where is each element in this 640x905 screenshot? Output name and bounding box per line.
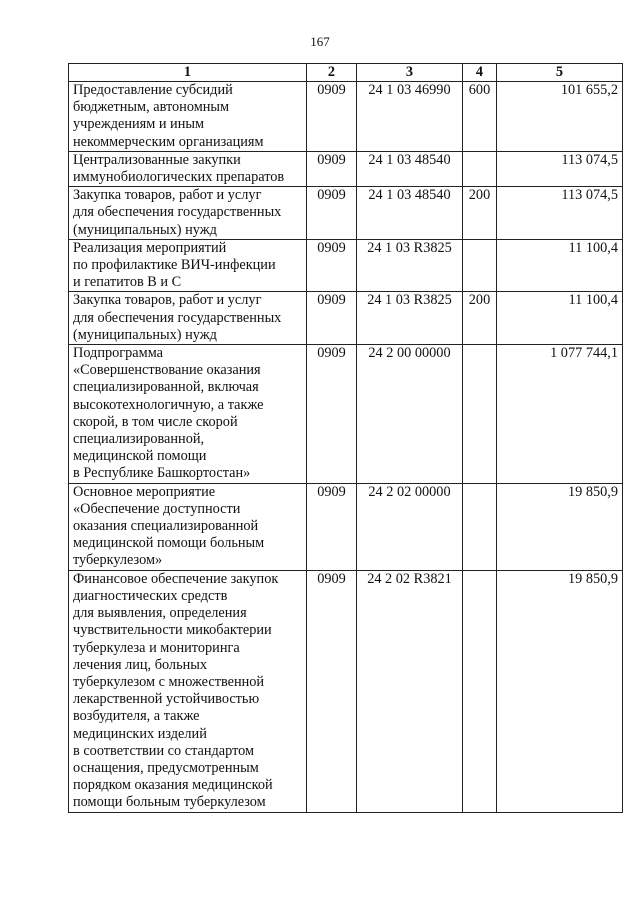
header-col-4: 4 <box>463 64 497 82</box>
row-type <box>463 151 497 186</box>
table-row <box>69 151 623 186</box>
row-sum: 11 100,4 <box>497 292 623 345</box>
table-row <box>69 239 623 292</box>
header-col-5: 5 <box>497 64 623 82</box>
row-sum: 19 850,9 <box>497 483 623 570</box>
row-section: 0909 <box>307 82 357 152</box>
row-type <box>463 570 497 812</box>
row-name: Финансовое обеспечение закупок диагностических средств для выявления, определения чувствительности микобактерии туберкулеза и мониторинга лечения лиц, больных туберкулезом с множественной лекарственной устойчивостью возбудителя, а также медицинских изделий в соответствии со стандартом оснащения, предусмотренным порядком оказания медицинской помощи больным туберкулезом <box>69 570 307 812</box>
row-type: 200 <box>463 187 497 240</box>
row-code: 24 1 03 48540 <box>357 187 463 240</box>
row-section: 0909 <box>307 345 357 484</box>
row-sum: 1 077 744,1 <box>497 345 623 484</box>
row-code: 24 1 03 48540 <box>357 151 463 186</box>
row-name: Основное мероприятие «Обеспечение доступности оказания специализированной медицинской помощи больным туберкулезом» <box>69 483 307 570</box>
row-sum: 101 655,2 <box>497 82 623 152</box>
header-col-3: 3 <box>357 64 463 82</box>
header-col-1: 1 <box>69 64 307 82</box>
row-section: 0909 <box>307 483 357 570</box>
table-row <box>69 345 623 484</box>
row-section: 0909 <box>307 570 357 812</box>
row-type <box>463 345 497 484</box>
table-body <box>69 82 623 813</box>
row-code: 24 1 03 R3825 <box>357 292 463 345</box>
row-name: Реализация мероприятий по профилактике ВИЧ-инфекции и гепатитов В и С <box>69 239 307 292</box>
row-type: 600 <box>463 82 497 152</box>
row-code: 24 2 02 00000 <box>357 483 463 570</box>
row-type: 200 <box>463 292 497 345</box>
row-section: 0909 <box>307 292 357 345</box>
row-name: Предоставление субсидий бюджетным, автономным учреждениям и иным некоммерческим организациям <box>69 82 307 152</box>
row-name: Закупка товаров, работ и услуг для обеспечения государственных (муниципальных) нужд <box>69 187 307 240</box>
table-row <box>69 187 623 240</box>
row-sum: 113 074,5 <box>497 187 623 240</box>
row-code: 24 2 02 R3821 <box>357 570 463 812</box>
row-name: Подпрограмма «Совершенствование оказания специализированной, включая высокотехнологичную, а также скорой, в том числе скорой специализированной, медицинской помощи в Республике Башкортостан» <box>69 345 307 484</box>
row-section: 0909 <box>307 151 357 186</box>
row-section: 0909 <box>307 187 357 240</box>
row-sum: 19 850,9 <box>497 570 623 812</box>
table-row <box>69 570 623 812</box>
header-row <box>69 64 623 82</box>
row-type <box>463 483 497 570</box>
table-row <box>69 82 623 152</box>
budget-table <box>68 63 623 813</box>
row-code: 24 1 03 R3825 <box>357 239 463 292</box>
row-sum: 11 100,4 <box>497 239 623 292</box>
row-type <box>463 239 497 292</box>
page-number: 167 <box>310 34 330 49</box>
table-row <box>69 292 623 345</box>
row-code: 24 1 03 46990 <box>357 82 463 152</box>
table-row <box>69 483 623 570</box>
table-header <box>69 64 623 82</box>
row-code: 24 2 00 00000 <box>357 345 463 484</box>
row-name: Закупка товаров, работ и услуг для обеспечения государственных (муниципальных) нужд <box>69 292 307 345</box>
header-col-2: 2 <box>307 64 357 82</box>
row-section: 0909 <box>307 239 357 292</box>
row-sum: 113 074,5 <box>497 151 623 186</box>
row-name: Централизованные закупки иммунобиологических препаратов <box>69 151 307 186</box>
